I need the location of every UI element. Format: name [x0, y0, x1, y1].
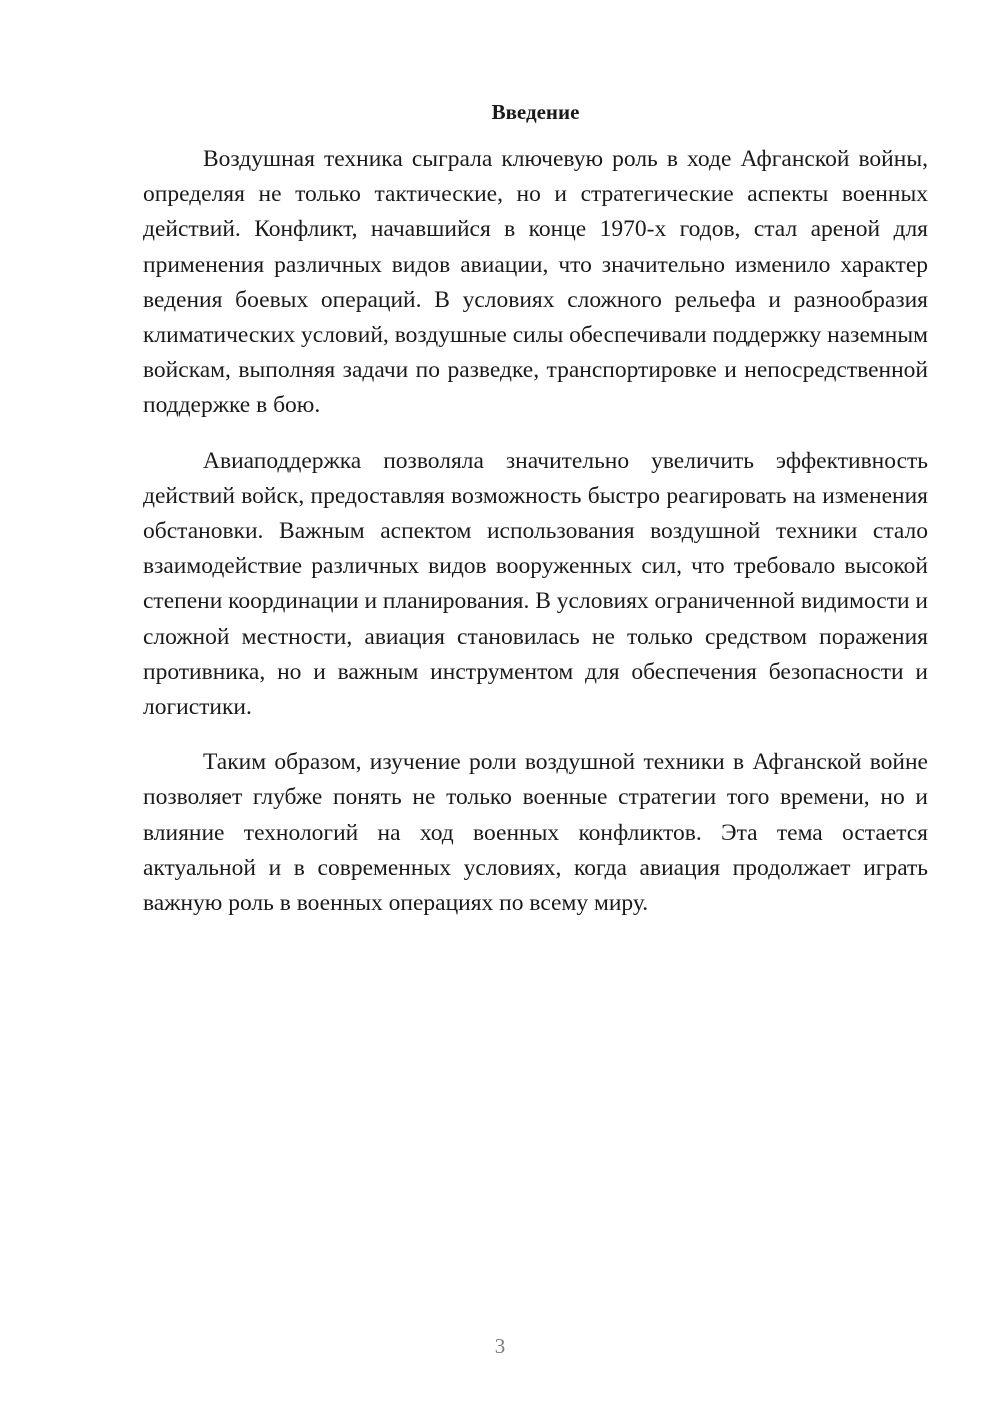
paragraph-1: Воздушная техника сыграла ключевую роль в ходе Афганской войны, определяя не только тактические, но и стратегические аспекты военных действий. Конфликт, начавшийся в конце 1970-х годов, стал ареной для применения различных видов авиации, что значительно изменило характер ведения боевых операций. В условиях сложного рельефа и разнообразия климатических условий, воздушные силы обеспечивали поддержку наземным войскам, выполняя задачи по разведке, транспортировке и непосредственной поддержке в бою.	[143, 146, 928, 419]
paragraph-2: Авиаподдержка позволяла значительно увеличить эффективность действий войск, предоставляя возможность быстро реагировать на изменения обстановки. Важным аспектом использования воздушной техники стало взаимодействие различных видов вооруженных сил, что требовало высокой степени координации и планирования. В условиях ограниченной видимости и сложной местности, авиация становилась не только средством поражения противника, но и важным инструментом для обеспечения безопасности и логистики.	[143, 447, 929, 721]
page-number: 3	[494, 1334, 506, 1358]
body-text	[143, 142, 928, 921]
paragraph-3: Таким образом, изучение роли воздушной техники в Афганской войне позволяет глубже понять не только военные стратегии того времени, но и влияние технологий на ход военных конфликтов. Эта тема остается актуальной и в современных условиях, когда авиация продолжает играть важную роль в военных операциях по всему миру.	[143, 749, 928, 917]
section-heading: Введение	[491, 100, 580, 124]
